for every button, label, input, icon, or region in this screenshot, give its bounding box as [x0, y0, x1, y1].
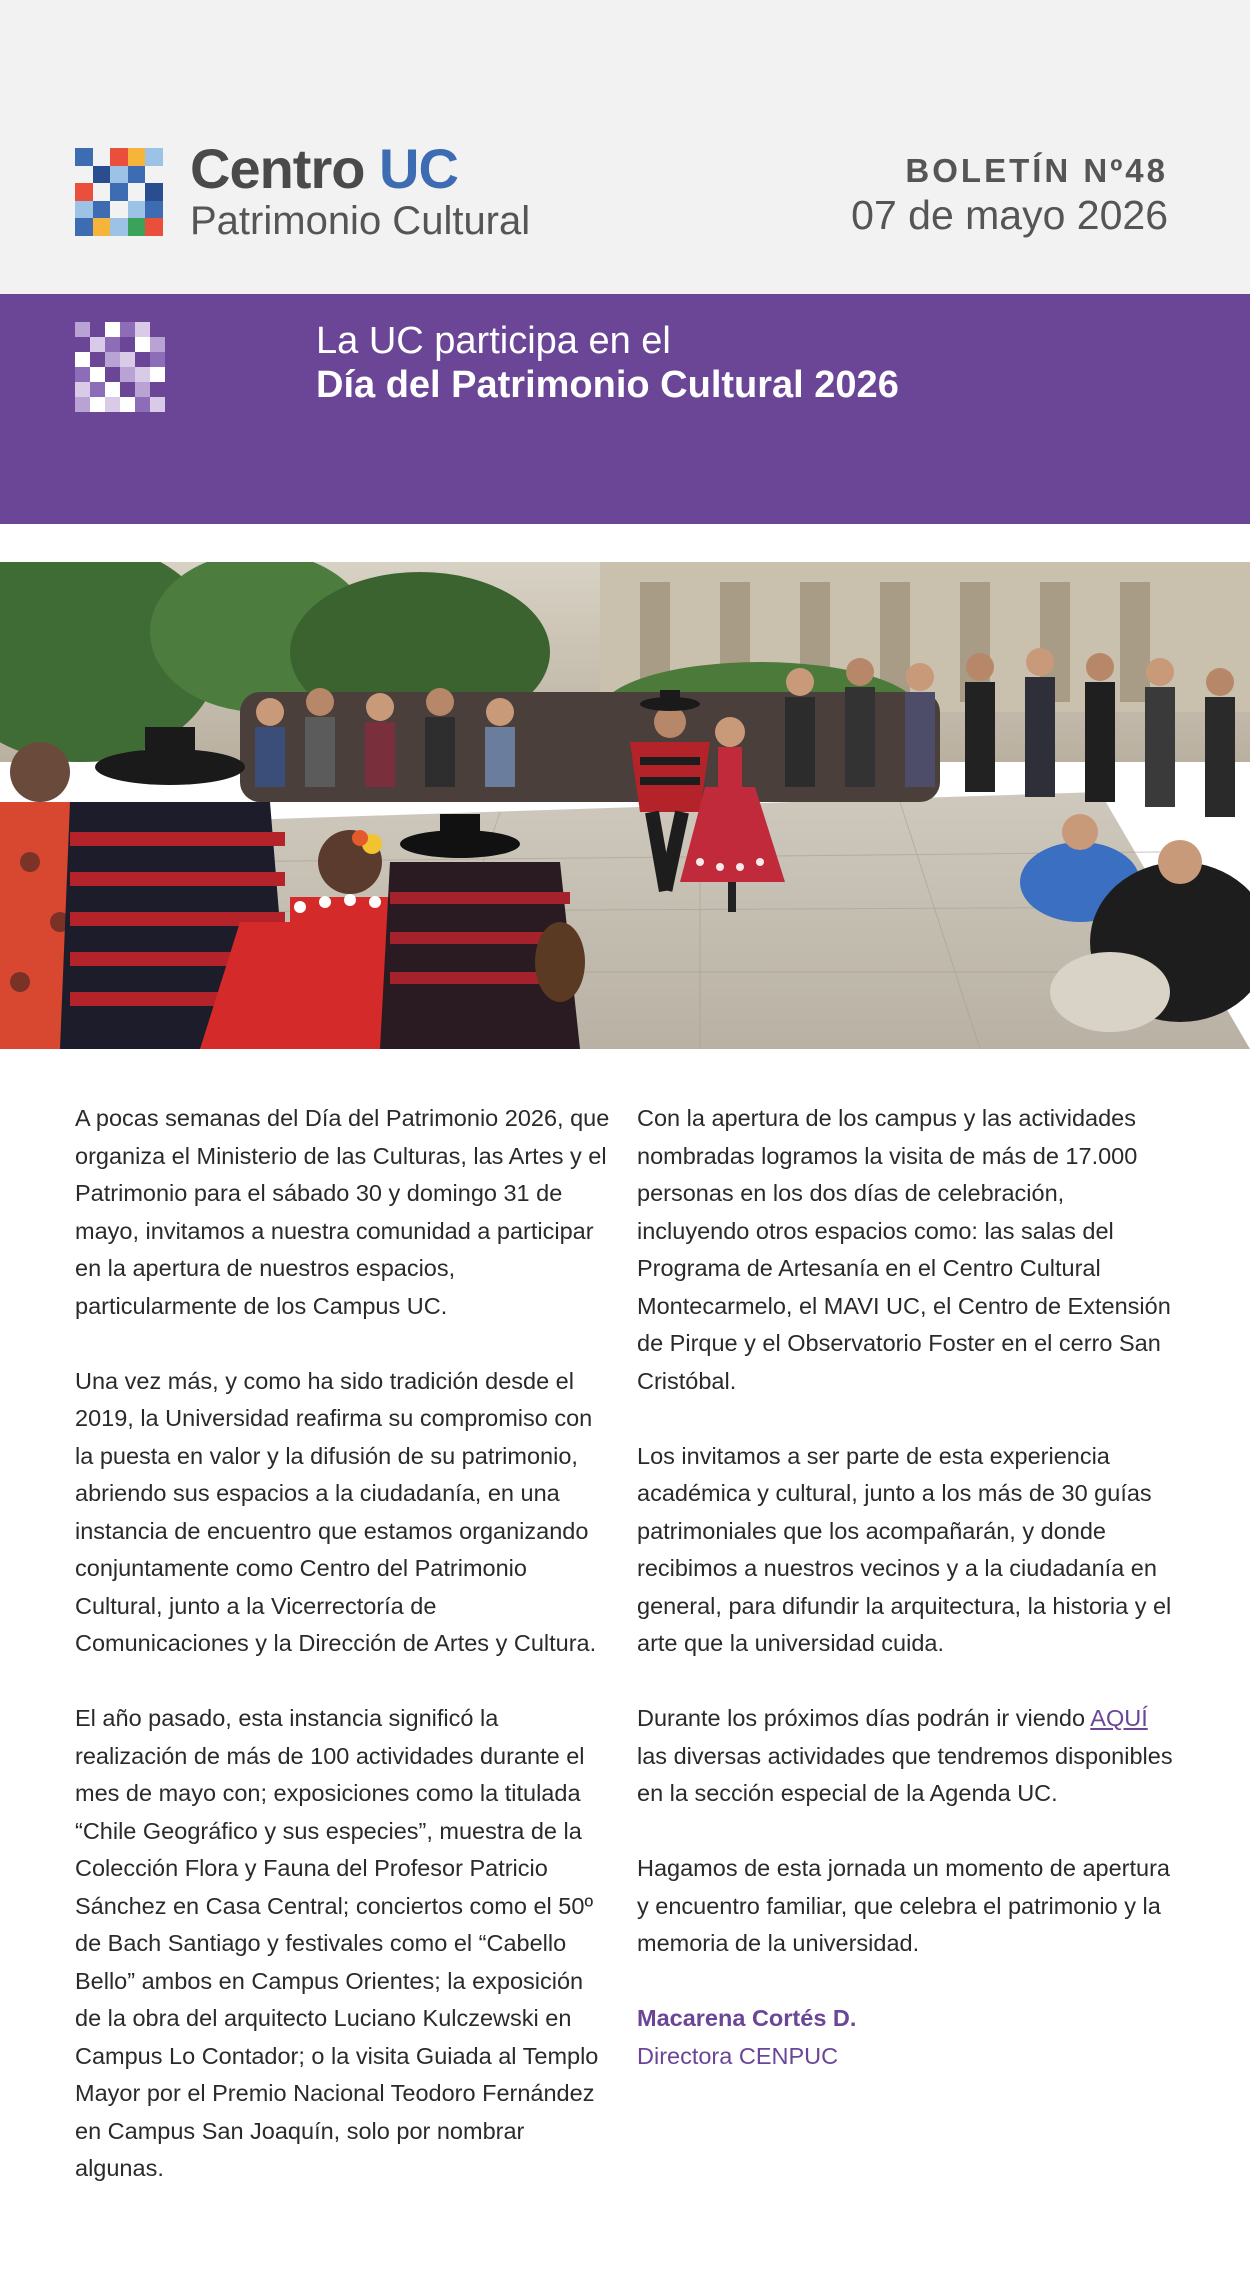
brand-subtitle: Patrimonio Cultural: [190, 199, 531, 243]
article-paragraph: Una vez más, y como ha sido tradición desde el 2019, la Universidad reafirma su compromiso con la puesta en valor y la difusión de su patrimonio, abriendo sus espacios a la ciudadanía, en una instancia de encuentro que estamos organizando conjuntamente como Centro del Patrimonio Cultural, junto a la Vicerrectoría de Comunicaciones y la Dirección de Artes y Cultura.: [75, 1367, 597, 1656]
signature-role: Directora CENPUC: [637, 2042, 839, 2069]
paragraph-text: Durante los próximos días podrán ir viendo: [637, 1705, 1091, 1731]
paragraph-text: las diversas actividades que tendremos disponibles en la sección especial de la Agenda UC.: [637, 1742, 1173, 1806]
headline-line-2: Día del Patrimonio Cultural 2026: [316, 364, 899, 406]
article-paragraph: [637, 1700, 1177, 1813]
article-paragraph: El año pasado, esta instancia significó la realización de más de 100 actividades durante el mes de mayo con; exposiciones como la titulada “Chile Geográfico y sus especies”, muestra de la Colección Flora y Fauna del Profesor Patricio Sánchez en Casa Central; conciertos como el 50º de Bach Santiago y festivales como el “Cabello Bello” ambos en Campus Orientes; la exposición de la obra del arquitecto Luciano Kulczewski en Campus Lo Contador; o la visita Guiada al Templo Mayor por el Premio Nacional Teodoro Fernández en Campus San Joaquín, solo por nombrar algunas.: [75, 1705, 599, 2181]
event-photo: [0, 562, 1250, 1049]
brand-centro: Centro: [190, 137, 365, 200]
agenda-link[interactable]: AQUÍ: [1090, 1705, 1148, 1731]
bulletin-date: 07 de mayo 2026: [851, 192, 1168, 238]
article-paragraph: Los invitamos a ser parte de esta experiencia académica y cultural, junto a los más de 30 guías patrimoniales que los acompañarán, y donde recibimos a nuestros vecinos y a la ciudadanía en general, para difundir la arquitectura, la historia y el arte que la universidad cuida.: [637, 1442, 1172, 1656]
banner-pattern-icon: [75, 322, 165, 412]
article-paragraph: Hagamos de esta jornada un momento de apertura y encuentro familiar, que celebra el patrimonio y la memoria de la universidad.: [637, 1855, 1170, 1956]
article-right-column: [637, 1100, 1177, 2075]
centro-uc-logo-icon: [75, 148, 163, 236]
cueca-dance-photo-illustration: [0, 562, 1250, 1049]
headline-banner: [0, 294, 1250, 524]
article-paragraph: A pocas semanas del Día del Patrimonio 2026, que organiza el Ministerio de las Culturas, las Artes y el Patrimonio para el sábado 30 y domingo 31 de mayo, invitamos a nuestra comunidad a participar en la apertura de nuestros espacios, particularmente de los Campus UC.: [75, 1105, 610, 1319]
signature-name: Macarena Cortés D.: [637, 2005, 857, 2031]
brand-uc: UC: [379, 137, 458, 200]
brand-title: [190, 138, 458, 200]
article-left-column: [75, 1100, 615, 2225]
headline-line-1: La UC participa en el: [316, 320, 671, 362]
newsletter-header: [0, 0, 1250, 294]
article-paragraph: Con la apertura de los campus y las actividades nombradas logramos la visita de más de 17.000 personas en los dos días de celebración, incluyendo otros espacios como: las salas del Programa de Artesanía en el Centro Cultural Montecarmelo, el MAVI UC, el Centro de Extensión de Pirque y el Observatorio Foster en el cerro San Cristóbal.: [637, 1105, 1171, 1394]
bulletin-number: BOLETÍN Nº48: [905, 152, 1168, 189]
